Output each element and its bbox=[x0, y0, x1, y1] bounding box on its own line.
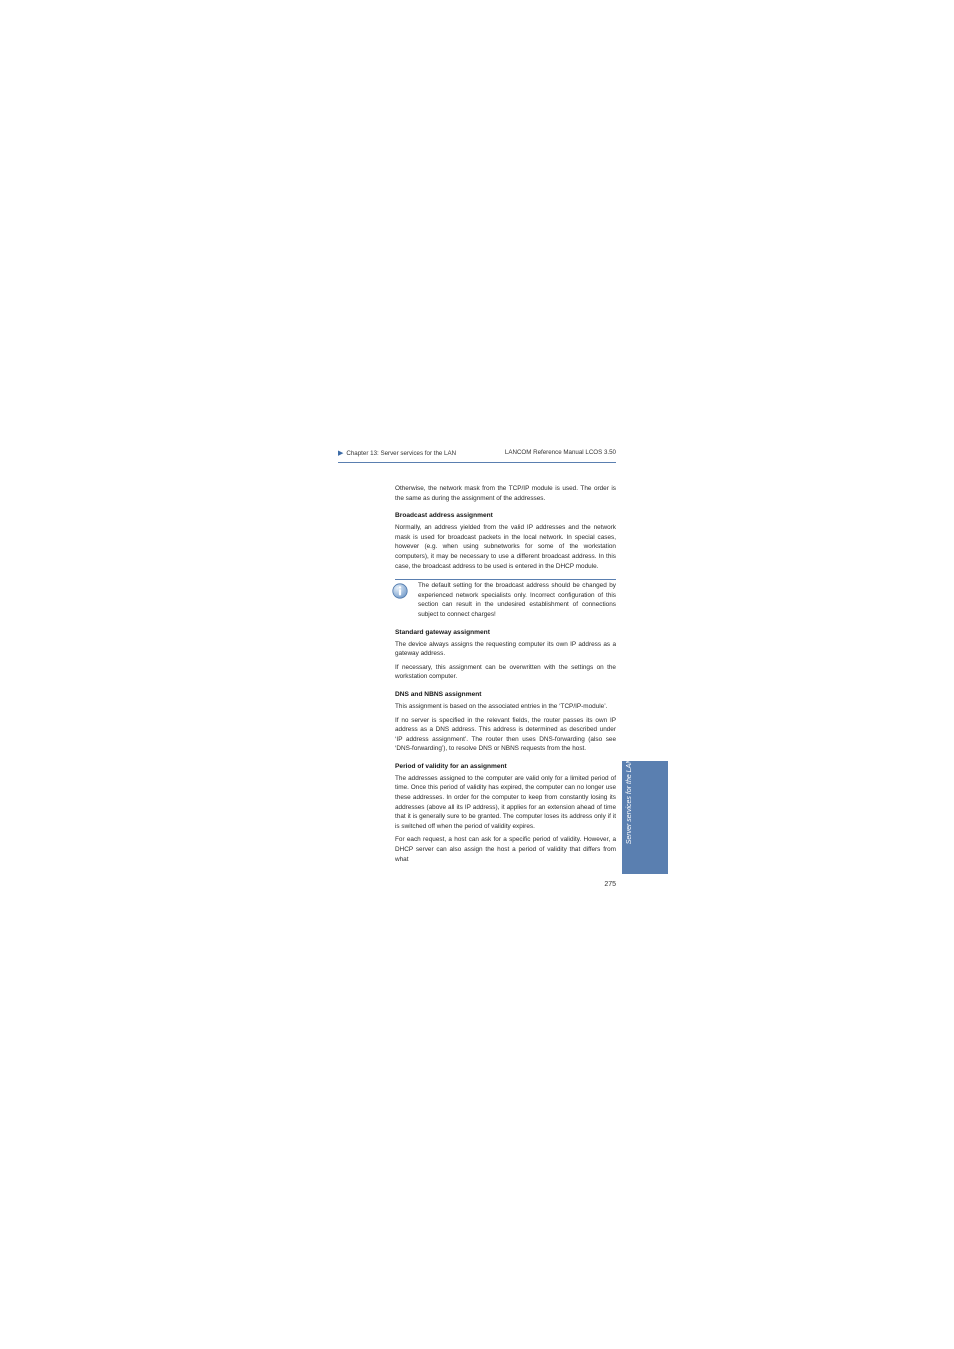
heading-dns: DNS and NBNS assignment bbox=[395, 690, 482, 698]
heading-broadcast: Broadcast address assignment bbox=[395, 512, 493, 520]
running-header bbox=[338, 448, 616, 463]
side-tab-label: Server services for the LAN bbox=[626, 758, 633, 845]
info-icon bbox=[392, 583, 408, 599]
paragraph-gateway-1: The device always assigns the requesting computer its own IP address as a gateway address. bbox=[395, 640, 616, 658]
paragraph-broadcast: Normally, an address yielded from the valid IP addresses and the network mask is used for broadcast packets in the local network. In special cases, however (e.g. when using subnetworks for some of the workstation computers), it may be necessary to use a different broadcast address. In this case, the broadcast address to be used is entered in the DHCP module. bbox=[395, 524, 616, 570]
header-manual-title: LANCOM Reference Manual LCOS 3.50 bbox=[504, 449, 616, 456]
heading-validity: Period of validity for an assignment bbox=[395, 762, 507, 770]
body-text bbox=[395, 484, 616, 868]
page-number: 275 bbox=[604, 881, 616, 888]
note-text: The default setting for the broadcast address should be changed by experienced network specialists only. Incorrect configuration of this section can result in the undesired establishment of connections subject to connect charges! bbox=[418, 582, 616, 618]
header-chapter bbox=[338, 449, 456, 457]
paragraph-validity-1: The addresses assigned to the computer are valid only for a limited period of time. Once this period of validity has expired, the computer can no longer use these addresses. In order for the computer to keep from constantly losing its addresses (above all its IP address), it applies for an extension ahead of time that it is generally sure to be granted. The computer loses its address only if it is switched off when the period of validity expires. bbox=[395, 774, 616, 830]
paragraph-gateway-2: If necessary, this assignment can be overwritten with the settings on the workstation computer. bbox=[395, 663, 616, 681]
triangle-right-icon: ▶ bbox=[338, 450, 344, 457]
chapter-side-tab bbox=[622, 758, 668, 874]
header-chapter-text: Chapter 13: Server services for the LAN bbox=[346, 450, 457, 457]
paragraph-dns-2: If no server is specified in the relevant fields, the router passes its own IP address as a DNS address. This address is determined as described under ‘IP address assignment’. The router then uses DNS-forwarding (also see ‘DNS-forwarding’), to resolve DNS or NBNS requests from the host. bbox=[395, 716, 616, 753]
paragraph-dns-1: This assignment is based on the associated entries in the ‘TCP/IP-module’. bbox=[395, 702, 608, 710]
heading-gateway: Standard gateway assignment bbox=[395, 628, 490, 636]
paragraph-validity-2: For each request, a host can ask for a specific period of validity. However, a DHCP server can also assign the host a period of validity that differs from what bbox=[395, 836, 616, 863]
paragraph-intro: Otherwise, the network mask from the TCP/IP module is used. The order is the same as during the assignment of the addresses. bbox=[395, 485, 616, 502]
info-note bbox=[395, 579, 616, 619]
